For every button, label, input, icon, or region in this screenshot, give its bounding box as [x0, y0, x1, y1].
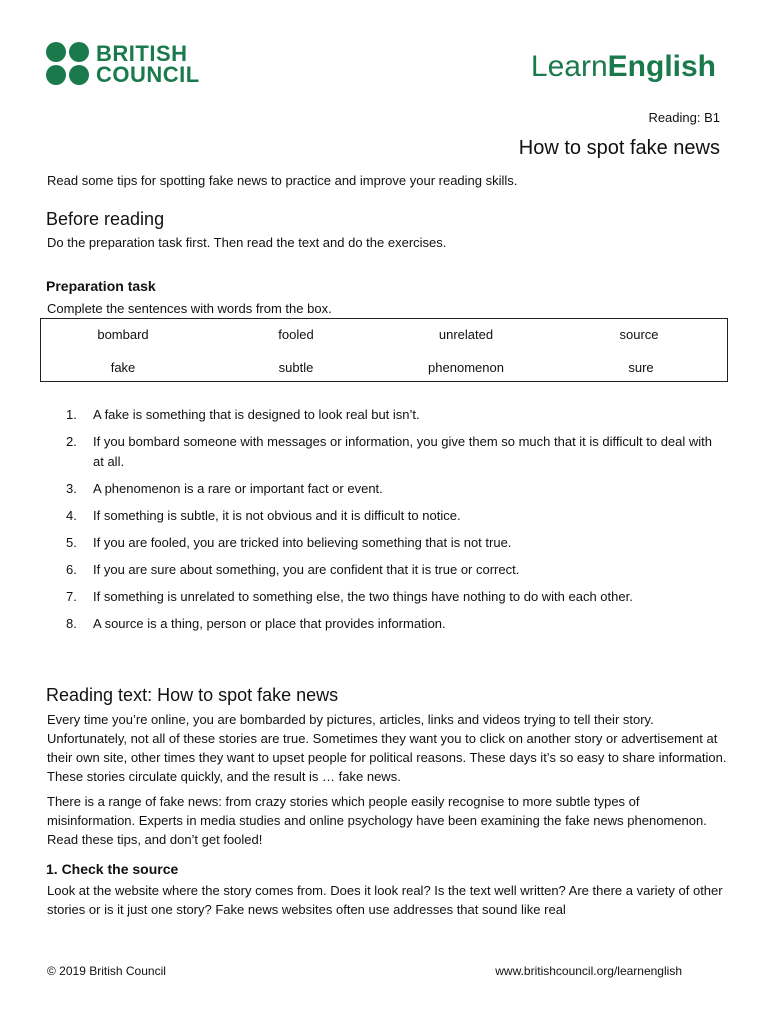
preparation-heading: Preparation task — [46, 278, 156, 294]
list-text: If something is unrelated to something else, the two things have nothing to do with each other. — [93, 588, 633, 604]
list-number: 1. — [66, 407, 77, 422]
logo-wordmark — [96, 40, 200, 87]
reading-paragraph-2: There is a range of fake news: from crazy stories which people easily recognise to more subtle types of misinformation. Experts in media studies and online psychology have been examining the fake news phenomenon. Read these tips, and don’t get fooled! — [47, 794, 707, 847]
list-number: 3. — [66, 480, 77, 496]
list-text: If something is subtle, it is not obvious and it is difficult to notice. — [93, 507, 461, 523]
list-item — [66, 405, 726, 425]
learnenglish-logo — [531, 50, 716, 84]
check-source-heading: 1. Check the source — [46, 861, 179, 877]
logo-learn: Learn — [530, 50, 608, 83]
logo-english: English — [607, 50, 716, 83]
list-text: If you are fooled, you are tricked into believing something that is not true. — [93, 534, 512, 550]
list-number: 4. — [66, 507, 77, 523]
word-box-item: fake — [110, 360, 136, 375]
footer-url: www.britishcouncil.org/learnenglish — [495, 964, 682, 978]
word-box-item: subtle — [278, 360, 314, 375]
list-number: 7. — [66, 588, 77, 604]
list-item — [66, 587, 726, 607]
list-text: A source is a thing, person or place that provides information. — [93, 615, 446, 631]
page-title: How to spot fake news — [518, 137, 720, 159]
list-item — [66, 432, 726, 471]
list-item — [66, 533, 726, 553]
word-box-item: source — [619, 327, 659, 342]
list-text: If you are sure about something, you are confident that it is true or correct. — [93, 561, 520, 577]
british-council-logo — [46, 42, 200, 85]
intro-text: Read some tips for spotting fake news to practice and improve your reading skills. — [47, 173, 518, 188]
reading-paragraph-3: Look at the website where the story comes from. Does it look real? Is the text well written? Are there a variety of other stories or is it just one story? Fake news websites often use addresses that sound like real — [47, 883, 723, 917]
before-reading-instruction: Do the preparation task first. Then read the text and do the exercises. — [47, 235, 447, 250]
list-item — [66, 506, 726, 526]
list-number: 5. — [66, 534, 77, 550]
word-box-item: fooled — [278, 327, 314, 342]
list-number: 6. — [66, 561, 77, 577]
logo-line-2: COUNCIL — [96, 61, 200, 87]
list-number: 2. — [66, 434, 77, 449]
word-box-item: bombard — [97, 327, 149, 342]
reading-paragraph-1: Every time you’re online, you are bombarded by pictures, articles, links and videos trying to tell their story. Unfortunately, not all of these stories are true. Sometimes they want you to click on another story or advertisement at their own site, other times they want to upset people for political reasons. These days it’s so easy to share information. These stories circulate quickly, and the result is … fake news. — [47, 712, 727, 784]
level-label: Reading: B1 — [648, 110, 720, 125]
footer-copyright: © 2019 British Council — [47, 964, 166, 978]
word-box-item: sure — [628, 360, 654, 375]
list-text: If you bombard someone with messages or information, you give them so much that it is difficult to deal with at all. — [93, 434, 713, 469]
list-item — [66, 614, 726, 634]
list-item — [66, 560, 726, 580]
sentence-list — [66, 405, 726, 641]
reading-heading: Reading text: How to spot fake news — [46, 685, 339, 705]
word-box-item: unrelated — [438, 327, 494, 342]
list-number: 8. — [66, 615, 77, 631]
preparation-instruction: Complete the sentences with words from the box. — [47, 301, 332, 316]
word-box — [40, 318, 728, 382]
logo-line-1: BRITISH — [96, 40, 188, 66]
list-text: A fake is something that is designed to look real but isn’t. — [93, 407, 420, 422]
logo-dots-icon — [46, 42, 89, 85]
word-box-item: phenomenon — [428, 360, 504, 375]
list-item — [66, 479, 726, 499]
list-text: A phenomenon is a rare or important fact or event. — [93, 480, 383, 496]
before-reading-heading: Before reading — [46, 209, 165, 229]
